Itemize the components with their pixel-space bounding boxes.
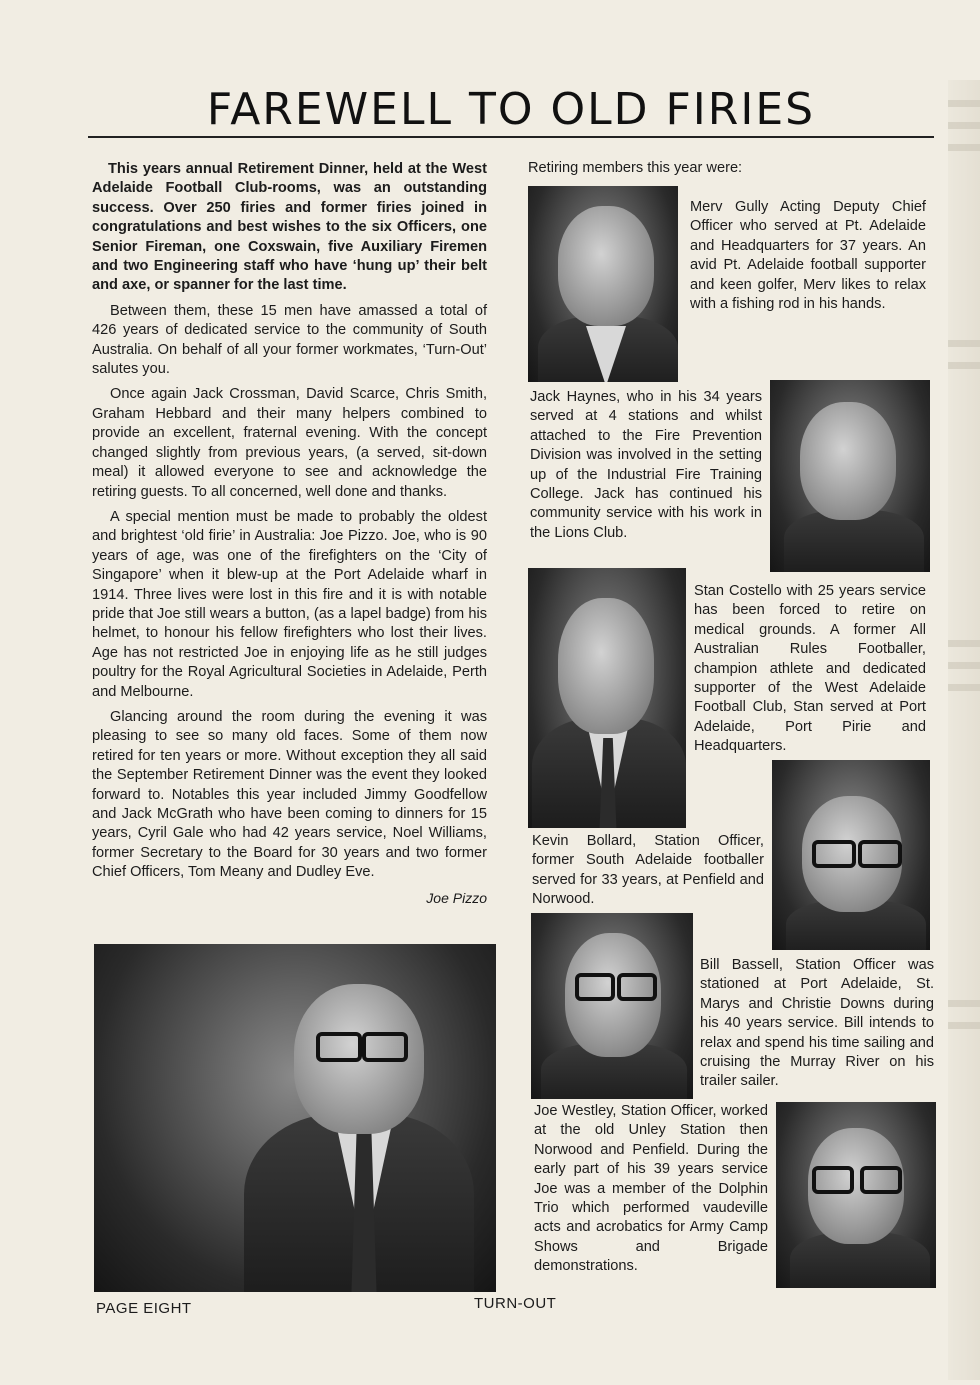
retiree-bio: Stan Costello with 25 years service has been forced to retire on medical grounds. A former All Australian Rules Footballer, champion athlete and dedicated supporter of the West Adelaide Football Club, Stan served at Port Adelaide, Port Pirie and Headquarters.	[694, 583, 926, 755]
retiree-photo	[528, 186, 678, 382]
retiree-photo	[776, 1102, 936, 1288]
retiree-bio: Jack Haynes, who in his 34 years served at 4 stations and whilst attached to the Fire Prevention Division was involved in the setting up of the Industrial Fire Training College. Jack has continued his community service with his work in the Lions Club.	[530, 389, 762, 541]
retiree-bio: Merv Gully Acting Deputy Chief Officer who served at Pt. Adelaide and Headquarters for 37 years. An avid Pt. Adelaide football supporter and keen golfer, Merv likes to relax with a fishing rod in his hands.	[690, 199, 926, 313]
retiree-photo	[528, 568, 686, 828]
retiree-bio: Joe Westley, Station Officer, worked at the old Unley Station then Norwood and Penfield. During the early part of his 39 years service Joe was a member of the Dolphin Trio which performed vaudeville acts and acrobatics for Army Camp Shows and Brigade demonstrations.	[534, 1103, 768, 1275]
article-paragraph: Once again Jack Crossman, David Scarce, Chris Smith, Graham Hebbard and their many helpers combined to provide an excellent, fraternal evening. With the concept changed slightly from previous years, (a served, sit-down meal) it allowed everyone to see and acknowledge the retiring guests. To all concerned, well done and thanks.	[92, 386, 487, 500]
facing-page-bleed	[948, 80, 980, 1380]
page-title: FAREWELL TO OLD FIRIES	[206, 84, 816, 135]
retiree-bio: Kevin Bollard, Station Officer, former South Adelaide footballer served for 33 years, at Penfield and Norwood.	[532, 833, 764, 908]
retiree-bio: Bill Bassell, Station Officer was stationed at Port Adelaide, St. Marys and Christie Downs during his 40 years service. Bill intends to relax and spend his time sailing and cruising the Murray River on his trailer sailer.	[700, 957, 934, 1090]
title-rule	[88, 136, 934, 138]
retiree-photo	[531, 913, 693, 1099]
article-lead: This years annual Retirement Dinner, held at the West Adelaide Football Club-rooms, was an outstanding success. Over 250 firies and former firies joined in congratulations and best wishes to the six Officers, one Senior Fireman, one Coxswain, five Auxiliary Firemen and two Engineering staff who have ‘hung up’ their belt and axe, or spanner for the last time.	[92, 161, 487, 294]
retiree-photo	[772, 760, 930, 950]
article-paragraph: Glancing around the room during the evening it was pleasing to see so many old faces. Some of them now retired for ten years or more. Without exception they all said the September Retirement Dinner was the event they looked forward to. Notables this year included Jimmy Goodfellow and Jack McGrath who have been coming to dinners for 15 years, Cyril Gale who had 42 years service, Noel Williams, former Secretary to the Board for 30 years and two former Chief Officers, Tom Meany and Dudley Eve.	[92, 708, 487, 881]
page-number: PAGE EIGHT	[96, 1300, 192, 1317]
photo-caption: Joe Pizzo	[426, 889, 487, 906]
retiree-photo	[770, 380, 930, 572]
article-paragraph: Between them, these 15 men have amassed a total of 426 years of dedicated service to the community of South Australia. On behalf of all your former workmates, ‘Turn-Out’ salutes you.	[92, 302, 487, 378]
publication-name: TURN-OUT	[474, 1295, 557, 1312]
joe-pizzo-photo	[94, 944, 496, 1292]
retirees-intro: Retiring members this year were:	[528, 160, 743, 176]
article-column	[92, 160, 487, 908]
article-paragraph: A special mention must be made to probably the oldest and brightest ‘old firie’ in Australia: Joe Pizzo. Joe, who is 90 years of age, was one of the firefighters on the ‘City of Singapore’ when it blew-up at the Port Adelaide wharf in 1914. Three lives were lost in this fire and it is with notable pride that Joe still wears a button, (as a lapel badge) from his helmet, to honour his fellow firefighters who lost their lives. Age has not restricted Joe in enjoying life as he still judges poultry for the Royal Agricultural Societies in Adelaide, Perth and Melbourne.	[92, 508, 487, 700]
